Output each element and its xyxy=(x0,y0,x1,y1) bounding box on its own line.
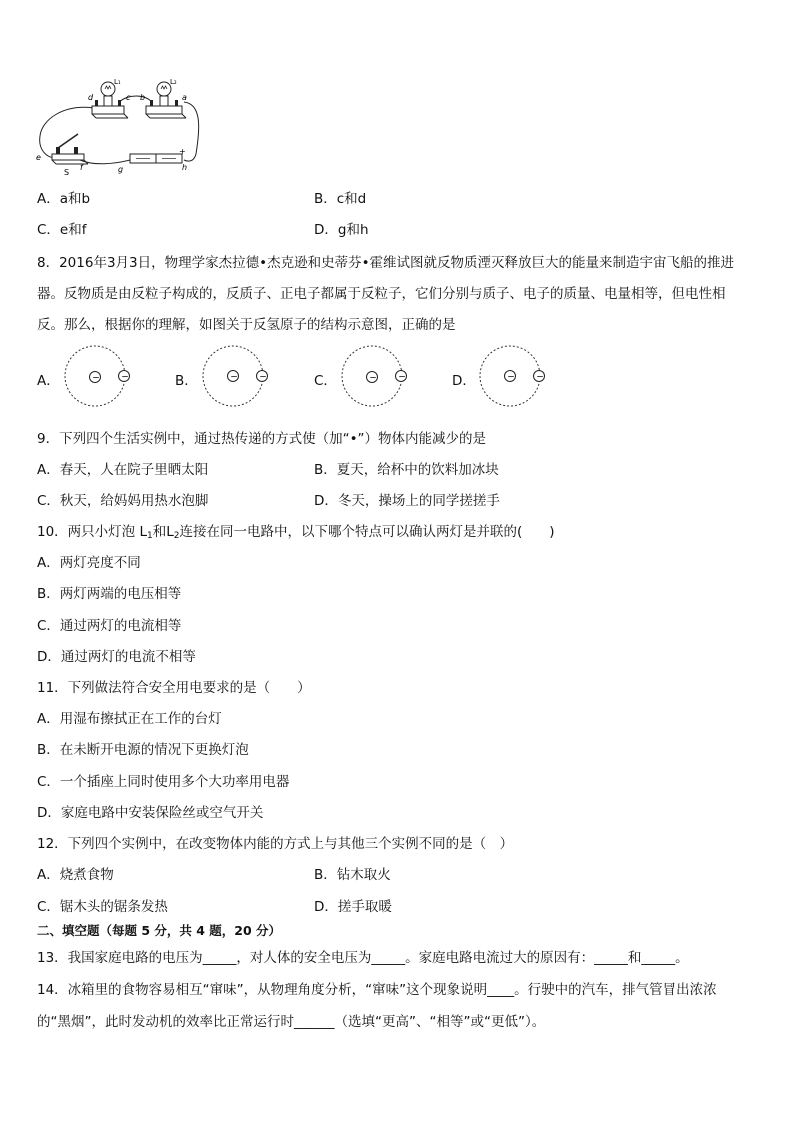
q10-option-c[interactable]: C．通过两灯的电流相等 xyxy=(37,618,182,634)
q12-option-a[interactable]: A．烧煮食物 xyxy=(37,867,114,883)
q11-stem: 11．下列做法符合安全用电要求的是（ ） xyxy=(37,680,311,696)
atom-d-electron-sign: − xyxy=(536,372,544,383)
section-heading-fill-in: 二、填空题（每题 5 分，共 4 题，20 分） xyxy=(37,923,282,938)
q14-line1: 14．冰箱里的食物容易相互“窜味”，从物理角度分析，“窜味”这个现象说明____。行驶中的汽车，排气管冒出浓浓 xyxy=(37,982,717,998)
q11-option-c[interactable]: C．一个插座上同时使用多个大功率用电器 xyxy=(37,774,290,790)
q8-stem-line1: 8．2016年3月3日，物理学家杰拉德•杰克逊和史蒂芬•霍维试图就反物质湮灭释放巨大的能量来制造宇宙飞船的推进 xyxy=(37,255,735,271)
label-e: e xyxy=(36,153,41,162)
label-plus: + xyxy=(179,147,186,156)
q7-option-d[interactable]: D．g和h xyxy=(314,222,369,238)
q10-stem-part2: 和L xyxy=(152,524,174,540)
q10-subscript-2: 2 xyxy=(173,531,180,541)
q10-stem xyxy=(37,520,555,541)
q8-stem-line2: 器。反物质是由反粒子构成的，反质子、正电子都属于反粒子，它们分别与质子、电子的质量、电量相等，但电性相 xyxy=(37,286,726,302)
atom-diagram-a xyxy=(63,343,133,409)
circuit-diagram xyxy=(34,74,224,178)
q8-option-b-label: B． xyxy=(175,373,198,389)
label-a: a xyxy=(182,93,187,102)
label-c: c xyxy=(126,93,131,102)
label-h: h xyxy=(182,163,188,172)
atom-b-nucleus-sign: − xyxy=(230,372,238,383)
q7-option-c[interactable]: C．e和f xyxy=(37,222,87,238)
label-b: b xyxy=(140,93,146,102)
q9-option-b[interactable]: B．夏天，给杯中的饮料加冰块 xyxy=(314,462,499,478)
atom-diagram-b xyxy=(201,343,271,409)
q12-stem: 12．下列四个实例中，在改变物体内能的方式上与其他三个实例不同的是（ ） xyxy=(37,836,514,852)
q9-stem: 9．下列四个生活实例中，通过热传递的方式使（加“•”）物体内能减少的是 xyxy=(37,431,487,447)
atom-c-electron-sign: − xyxy=(398,372,406,383)
q10-stem-part1: 10．两只小灯泡 L xyxy=(37,524,147,540)
q9-option-d[interactable]: D．冬天，操场上的同学搓搓手 xyxy=(314,493,500,509)
q11-option-a[interactable]: A．用湿布擦拭正在工作的台灯 xyxy=(37,711,222,727)
lamp-l2 xyxy=(146,82,186,118)
atom-a-electron-sign: − xyxy=(121,372,129,383)
q8-option-c-label: C． xyxy=(314,373,337,389)
q7-option-a[interactable]: A．a和b xyxy=(37,191,91,207)
q12-option-b[interactable]: B．钻木取火 xyxy=(314,867,391,883)
label-d: d xyxy=(88,93,94,102)
label-l2: L₂ xyxy=(170,78,177,86)
q8-option-d-label: D． xyxy=(452,373,476,389)
q12-option-c[interactable]: C．锯木头的锯条发热 xyxy=(37,899,168,915)
q8-stem-line3: 反。那么，根据你的理解，如图关于反氢原子的结构示意图，正确的是 xyxy=(37,317,456,333)
q14-line2: 的“黑烟”，此时发动机的效率比正常运行时______（选填“更高”、“相等”或“更低”）。 xyxy=(37,1014,546,1030)
q8-option-a-label: A． xyxy=(37,373,60,389)
atom-c-nucleus-sign: − xyxy=(369,373,377,384)
switch-s xyxy=(52,134,88,164)
atom-d-nucleus-sign: − xyxy=(507,372,515,383)
q11-option-d[interactable]: D．家庭电路中安装保险丝或空气开关 xyxy=(37,805,264,821)
label-l1: L₁ xyxy=(114,78,121,86)
atom-diagram-d xyxy=(478,343,548,409)
battery xyxy=(130,154,182,163)
q10-subscript-1: 1 xyxy=(147,531,153,541)
q9-option-a[interactable]: A．春天，人在院子里晒太阳 xyxy=(37,462,209,478)
q11-option-b[interactable]: B．在未断开电源的情况下更换灯泡 xyxy=(37,742,249,758)
q10-option-d[interactable]: D．通过两灯的电流不相等 xyxy=(37,649,196,665)
label-s: S xyxy=(64,168,70,177)
label-f: f xyxy=(80,163,83,172)
q9-option-c[interactable]: C．秋天，给妈妈用热水泡脚 xyxy=(37,493,209,509)
label-g: g xyxy=(118,165,124,174)
q12-option-d[interactable]: D．搓手取暖 xyxy=(314,899,392,915)
atom-a-nucleus-sign: − xyxy=(92,373,100,384)
q10-option-b[interactable]: B．两灯两端的电压相等 xyxy=(37,586,182,602)
q13-text: 13．我国家庭电路的电压为_____，对人体的安全电压为_____。家庭电路电流过大的原因有：_____和_____。 xyxy=(37,950,689,966)
q10-stem-part3: 连接在同一电路中，以下哪个特点可以确认两灯是并联的( ) xyxy=(179,524,555,540)
atom-b-electron-sign: − xyxy=(259,372,267,383)
q7-option-b[interactable]: B．c和d xyxy=(314,191,367,207)
atom-diagram-c xyxy=(340,343,410,409)
q10-option-a[interactable]: A．两灯亮度不同 xyxy=(37,555,141,571)
